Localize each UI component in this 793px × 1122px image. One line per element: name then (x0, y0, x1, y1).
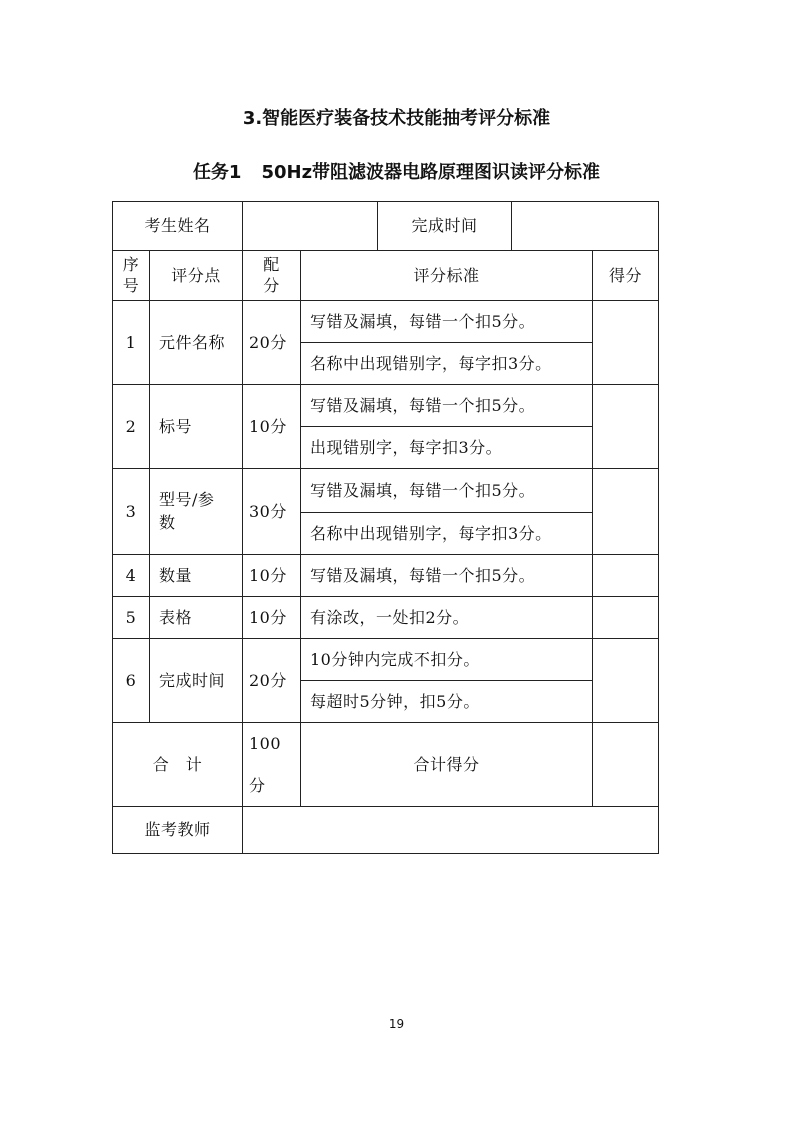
completion-time-field[interactable] (512, 202, 658, 250)
header-seq-line: 号 (122, 275, 140, 295)
row-seq: 2 (125, 416, 137, 436)
row-criterion: 每超时5分钟，扣5分。 (310, 691, 480, 711)
row-point: 标号 (159, 416, 193, 436)
header-point: 评分点 (171, 265, 221, 285)
row-seq: 4 (125, 565, 137, 585)
page-title: 3.智能医疗装备技术技能抽考评分标准 (242, 108, 551, 129)
row-result-field[interactable] (593, 639, 658, 722)
header-score (243, 251, 300, 300)
header-seq-line: 序 (122, 254, 140, 274)
total-label: 合 计 (152, 754, 203, 774)
table-border-right (658, 201, 659, 854)
row-seq: 1 (125, 332, 137, 352)
row-point-line: 数 (159, 512, 176, 532)
row-result-field[interactable] (593, 385, 658, 468)
task-label: 任务1 (192, 162, 242, 183)
proctor-signature-field[interactable] (243, 807, 658, 853)
row-result-field[interactable] (593, 597, 658, 638)
row-result-field[interactable] (593, 301, 658, 384)
row-criterion: 写错及漏填，每错一个扣5分。 (310, 565, 536, 585)
row-criterion: 写错及漏填，每错一个扣5分。 (310, 480, 536, 500)
total-result-field[interactable] (593, 723, 658, 806)
table-border-bottom (112, 853, 659, 854)
total-score-line: 100 (249, 733, 282, 753)
row-score: 10分 (249, 416, 287, 436)
row-result-field[interactable] (593, 555, 658, 596)
row-criterion: 有涂改，一处扣2分。 (310, 607, 470, 627)
student-name-label: 考生姓名 (144, 216, 211, 236)
total-score-line: 分 (249, 775, 266, 795)
row-score: 20分 (249, 332, 287, 352)
row-point (150, 469, 242, 554)
row-criterion: 写错及漏填，每错一个扣5分。 (310, 311, 536, 331)
proctor-label: 监考教师 (144, 820, 211, 840)
total-score-label: 合计得分 (413, 754, 480, 774)
header-result: 得分 (608, 265, 642, 285)
row-point: 表格 (159, 607, 193, 627)
row-point: 完成时间 (159, 670, 226, 690)
row-criterion: 10分钟内完成不扣分。 (310, 649, 480, 669)
row-criterion: 名称中出现错别字，每字扣3分。 (310, 353, 552, 373)
row-result-field[interactable] (593, 469, 658, 554)
row-criterion: 出现错别字，每字扣3分。 (310, 437, 503, 457)
row-point: 元件名称 (159, 332, 226, 352)
row-point: 数量 (159, 565, 193, 585)
row-seq: 5 (125, 607, 137, 627)
row-seq: 3 (125, 501, 137, 521)
student-name-field[interactable] (243, 202, 377, 250)
row-score: 20分 (249, 670, 287, 690)
header-standard: 评分标准 (413, 265, 480, 285)
row-score: 10分 (249, 565, 287, 585)
header-seq (113, 251, 149, 300)
table-title (0, 158, 793, 184)
row-point-line: 型号/参 (159, 490, 215, 510)
row-score: 30分 (249, 501, 287, 521)
header-score-line: 配 (263, 254, 280, 274)
row-seq: 6 (125, 670, 137, 690)
row-criterion: 写错及漏填，每错一个扣5分。 (310, 395, 536, 415)
completion-time-label: 完成时间 (411, 216, 478, 236)
task-title: 50Hz带阻滤波器电路原理图识读评分标准 (261, 162, 601, 183)
row-criterion: 名称中出现错别字，每字扣3分。 (310, 523, 552, 543)
total-score (243, 723, 300, 806)
row-score: 10分 (249, 607, 287, 627)
page-number: 19 (388, 1017, 405, 1031)
header-score-line: 分 (263, 275, 280, 295)
